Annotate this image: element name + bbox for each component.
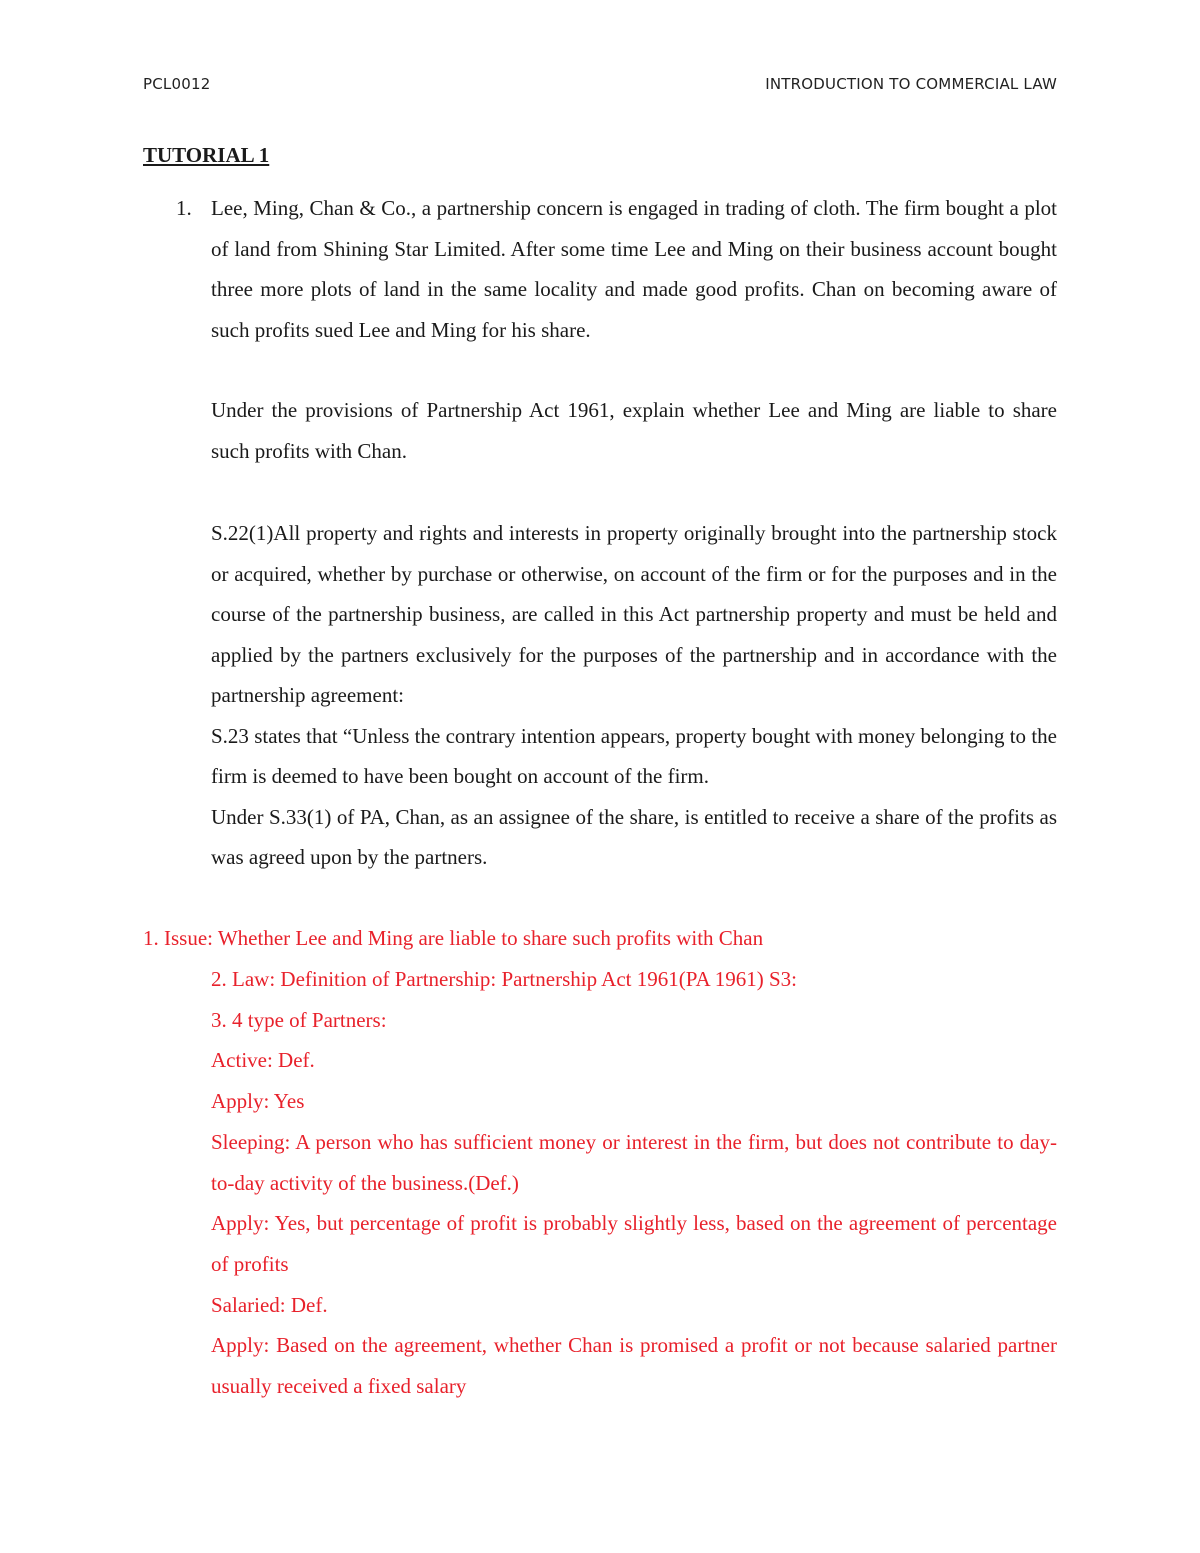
notes-active-apply: Apply: Yes	[211, 1089, 305, 1114]
page-title: TUTORIAL 1	[143, 143, 270, 167]
answer-s22: S.22(1)All property and rights and interests in property originally brought into the partnership stock or acquired, whether by purchase or otherwise, on account of the firm or for the purposes and in the course of the partnership business, are called in this Act partnership property and must be held and applied by the partners exclusively for the purposes of the partnership and in accordance with the partnership agreement:	[211, 521, 1057, 707]
question-number: 1.	[176, 196, 192, 220]
notes-active-def: Active: Def.	[211, 1048, 315, 1073]
answer-s23: S.23 states that “Unless the contrary intention appears, property bought with money belonging to the firm is deemed to have been bought on account of the firm.	[211, 723, 1057, 788]
answer-s33: Under S.33(1) of PA, Chan, as an assignee of the share, is entitled to receive a share of the profits as was agreed upon by the partners.	[211, 804, 1057, 869]
header-course-title: INTRODUCTION TO COMMERCIAL LAW	[765, 75, 1057, 93]
header-course-code: PCL0012	[143, 75, 211, 93]
notes-sleeping-def: Sleeping: A person who has sufficient money or interest in the firm, but does not contribute to day-to-day activity of the business.(Def.)	[211, 1129, 1057, 1195]
notes-sleeping-apply: Apply: Yes, but percentage of profit is probably slightly less, based on the agreement of percentage of profits	[211, 1211, 1057, 1276]
question-prompt: Under the provisions of Partnership Act 1961, explain whether Lee and Ming are liable to share such profits with Chan.	[211, 398, 1057, 463]
notes-issue: 1. Issue: Whether Lee and Ming are liable to share such profits with Chan	[143, 926, 764, 950]
answer-block	[211, 513, 1057, 878]
notes-types: 3. 4 type of Partners:	[211, 1007, 387, 1032]
notes-salaried-apply: Apply: Based on the agreement, whether Chan is promised a profit or not because salaried partner usually received a fixed salary	[211, 1333, 1057, 1399]
notes-law: 2. Law: Definition of Partnership: Partnership Act 1961(PA 1961) S3:	[211, 967, 798, 991]
notes-salaried-def: Salaried: Def.	[211, 1292, 328, 1317]
question-text: Lee, Ming, Chan & Co., a partnership concern is engaged in trading of cloth. The firm bought a plot of land from Shining Star Limited. After some time Lee and Ming on their business account bought three more plots of land in the same locality and made good profits. Chan on becoming aware of such profits sued Lee and Ming for his share.	[211, 196, 1057, 342]
notes-block	[211, 959, 1057, 1407]
